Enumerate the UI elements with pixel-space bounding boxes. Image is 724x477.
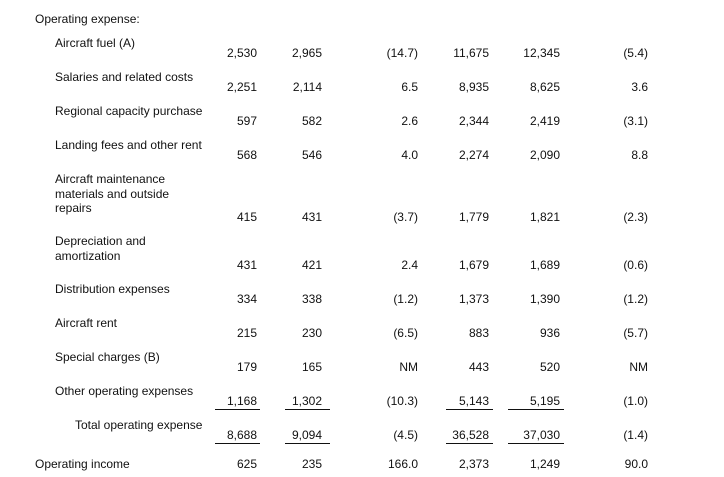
cell-value: (1.0) [623, 394, 648, 408]
row-label: Aircraft rent [55, 316, 118, 330]
cell-value: 179 [236, 360, 257, 374]
cell-value: 6.5 [401, 80, 418, 94]
cell-value: 421 [301, 258, 322, 272]
cell-value: 5,195 [529, 394, 560, 408]
total-value: 8,688 [226, 428, 257, 442]
cell-value: (0.6) [623, 258, 648, 272]
row-label: Special charges (B) [55, 350, 160, 364]
row-label: Depreciation and [55, 234, 146, 248]
operating-income-value: 1,249 [529, 457, 560, 471]
cell-value: 520 [539, 360, 560, 374]
operating-income-value: 2,373 [458, 457, 489, 471]
cell-value: (3.7) [393, 210, 418, 224]
cell-value: 1,168 [226, 394, 257, 408]
underline-rule [285, 409, 330, 410]
total-label: Total operating expense [75, 418, 203, 432]
cell-value: (5.4) [623, 46, 648, 60]
cell-value: NM [399, 360, 418, 374]
cell-value: 2,965 [291, 46, 322, 60]
total-value: (4.5) [393, 428, 418, 442]
total-value: (1.4) [623, 428, 648, 442]
row-label: Other operating expenses [55, 384, 194, 398]
cell-value: 215 [236, 326, 257, 340]
cell-value: 415 [236, 210, 257, 224]
cell-value: (6.5) [393, 326, 418, 340]
underline-rule [508, 443, 564, 444]
operating-income-value: 90.0 [624, 457, 648, 471]
operating-income-value: 166.0 [387, 457, 418, 471]
cell-value: (14.7) [386, 46, 418, 60]
cell-value: 8,625 [529, 80, 560, 94]
section-title: Operating expense: [35, 12, 140, 26]
cell-value: 12,345 [523, 46, 560, 60]
cell-value: 1,679 [458, 258, 489, 272]
cell-value: 5,143 [458, 394, 489, 408]
cell-value: 582 [301, 114, 322, 128]
cell-value: (10.3) [386, 394, 418, 408]
operating-income-value: 235 [301, 457, 322, 471]
cell-value: 2.6 [401, 114, 418, 128]
cell-value: 165 [301, 360, 322, 374]
cell-value: 1,390 [529, 292, 560, 306]
cell-value: 2.4 [401, 258, 418, 272]
cell-value: 2,344 [458, 114, 489, 128]
cell-value: 3.6 [631, 80, 648, 94]
total-value: 37,030 [523, 428, 560, 442]
cell-value: 2,274 [458, 148, 489, 162]
cell-value: 1,779 [458, 210, 489, 224]
cell-value: 936 [539, 326, 560, 340]
cell-value: 1,302 [291, 394, 322, 408]
cell-value: 883 [468, 326, 489, 340]
row-label: Landing fees and other rent [55, 138, 202, 152]
underline-rule [215, 443, 260, 444]
operating-income-label: Operating income [35, 457, 130, 471]
row-label: Distribution expenses [55, 282, 170, 296]
cell-value: 431 [301, 210, 322, 224]
row-label: Aircraft maintenance [55, 172, 166, 186]
row-label: Salaries and related costs [55, 70, 194, 84]
cell-value: 338 [301, 292, 322, 306]
total-value: 36,528 [452, 428, 489, 442]
total-value: 9,094 [291, 428, 322, 442]
cell-value: 431 [236, 258, 257, 272]
cell-value: 1,689 [529, 258, 560, 272]
cell-value: 2,090 [529, 148, 560, 162]
cell-value: 568 [236, 148, 257, 162]
cell-value: 1,821 [529, 210, 560, 224]
cell-value: (5.7) [623, 326, 648, 340]
cell-value: 11,675 [453, 46, 489, 60]
cell-value: 443 [468, 360, 489, 374]
cell-value: 4.0 [401, 148, 418, 162]
cell-value: 2,419 [529, 114, 560, 128]
row-label: Regional capacity purchase [55, 104, 203, 118]
cell-value: 1,373 [458, 292, 489, 306]
cell-value: (1.2) [623, 292, 648, 306]
cell-value: 546 [301, 148, 322, 162]
cell-value: 8.8 [631, 148, 648, 162]
cell-value: 334 [236, 292, 257, 306]
underline-rule [285, 443, 330, 444]
cell-value: (2.3) [623, 210, 648, 224]
underline-rule [446, 409, 493, 410]
underline-rule [215, 409, 260, 410]
cell-value: 2,530 [226, 46, 257, 60]
cell-value: NM [629, 360, 648, 374]
cell-value: 2,251 [226, 80, 257, 94]
underline-rule [446, 443, 493, 444]
cell-value: (1.2) [393, 292, 418, 306]
row-label: Aircraft fuel (A) [55, 36, 136, 50]
cell-value: 2,114 [292, 80, 322, 94]
row-label: amortization [55, 248, 121, 263]
cell-value: 8,935 [458, 80, 489, 94]
row-label: materials and outside [55, 186, 170, 201]
cell-value: (3.1) [623, 114, 648, 128]
cell-value: 230 [301, 326, 322, 340]
row-label: repairs [55, 201, 92, 215]
underline-rule [508, 409, 564, 410]
operating-income-value: 625 [236, 457, 257, 471]
cell-value: 597 [236, 114, 257, 128]
